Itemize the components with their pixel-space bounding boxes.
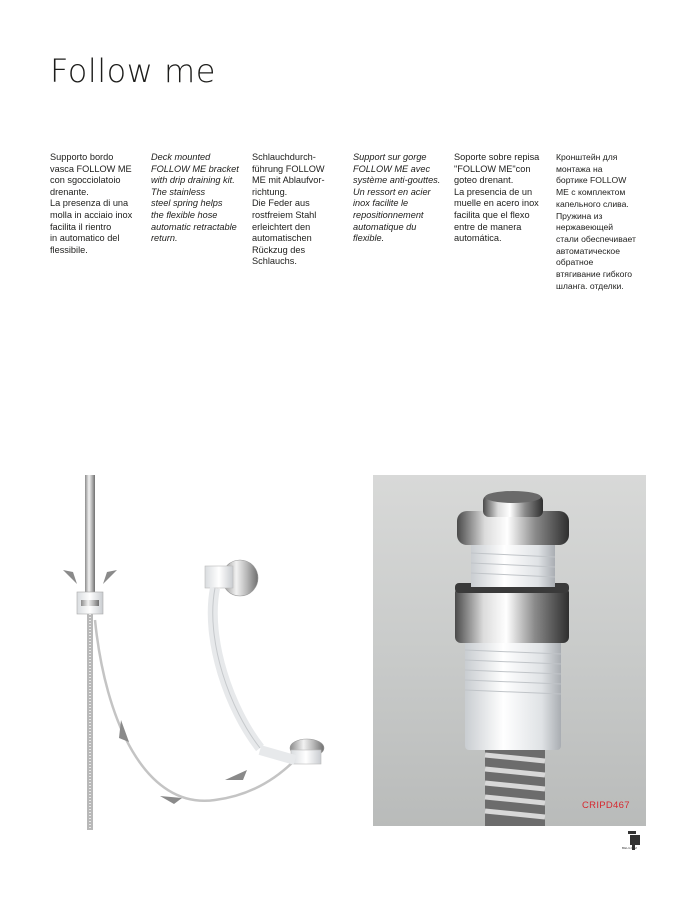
page-title: Follow me	[50, 52, 216, 90]
chrome-nut	[455, 587, 569, 643]
flexible-hose	[95, 620, 295, 801]
description-english: Deck mounted FOLLOW ME bracket with drip draining kit. The stainless steel spring helps the flexible hose automatic retractable return.	[151, 152, 239, 244]
brand-text: BELGIUM	[622, 846, 637, 850]
description-french: Support sur gorge FOLLOW ME avec système anti-gouttes. Un ressort en acier inox facilite le repositionnement automatique du flexible.	[353, 152, 441, 244]
steel-spring	[485, 745, 545, 826]
hand-shower	[85, 475, 95, 595]
product-photo	[373, 475, 646, 826]
product-code: CRIPD467	[582, 800, 630, 811]
follow-me-diagram	[55, 470, 335, 830]
description-italian: Supporto bordo vasca FOLLOW ME con sgocciolatoio drenante. La presenza di una molla in acciaio inox facilita il rientro in automatico del flessibile.	[50, 152, 133, 255]
overflow-pipe	[213, 588, 260, 748]
description-russian: Кронштейн для монтажа на бортике FOLLOW ME с комплектом капельного слива. Пружина из нержавеющей стали обеспечивает автоматическое обратное втягивание гибкого шланга. отделки.	[556, 152, 636, 291]
description-spanish: Soporte sobre repisa "FOLLOW ME"con goteo drenant. La presencia de un muelle en acero inox facilita que el flexo entre de manera automática.	[454, 152, 540, 244]
description-german: Schlauchdurch- führung FOLLOW ME mit Ablaufvor- richtung. Die Feder aus rostfreiem Stahl erleichtert den automatischen Rückzug des Schlauchs.	[252, 152, 325, 267]
